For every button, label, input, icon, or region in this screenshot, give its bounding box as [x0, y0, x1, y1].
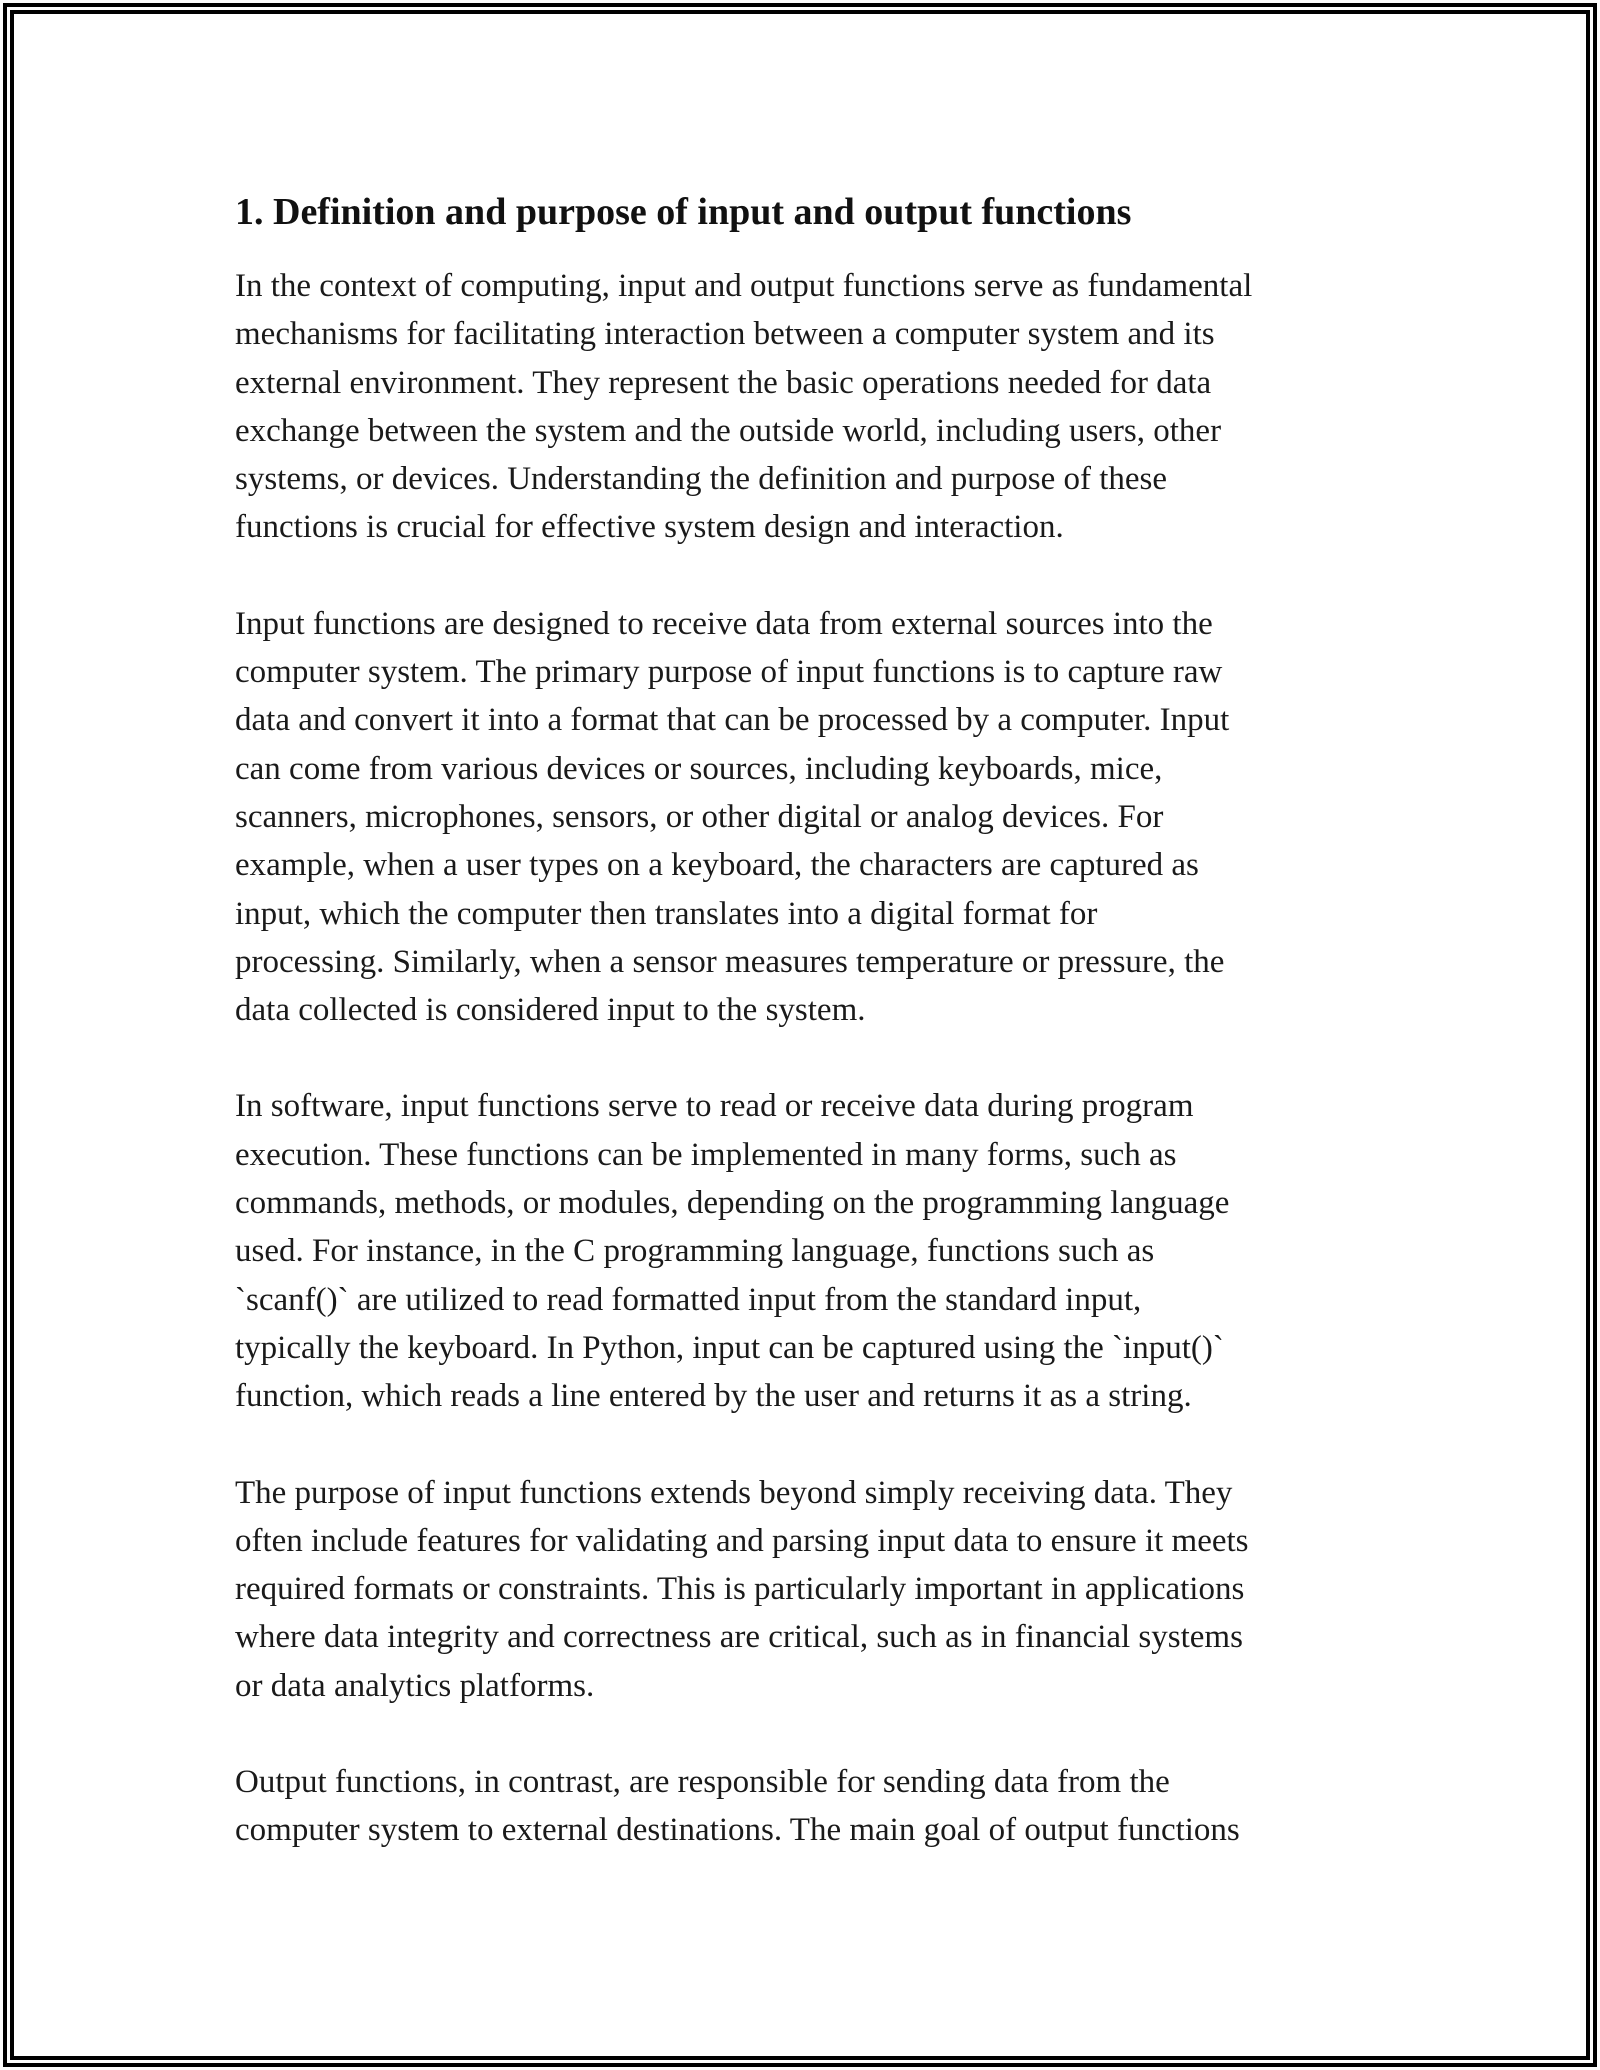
paragraph	[235, 1758, 1385, 1855]
document-body	[235, 186, 1385, 1903]
paragraph	[235, 262, 1385, 552]
paragraph-line: function, which reads a line entered by the user and returns it as a string.	[235, 1378, 1192, 1415]
paragraph-line: data and convert it into a format that can be processed by a computer. Input	[235, 702, 1230, 739]
paragraph-line: computer system. The primary purpose of input functions is to capture raw	[235, 654, 1223, 691]
paragraph-line: external environment. They represent the basic operations needed for data	[235, 364, 1212, 401]
paragraph-line: example, when a user types on a keyboard, the characters are captured as	[235, 847, 1199, 884]
paragraph-line: typically the keyboard. In Python, input can be captured using the `input()`	[235, 1329, 1224, 1366]
paragraph-line: In software, input functions serve to read or receive data during program	[235, 1088, 1194, 1125]
paragraph	[235, 1469, 1385, 1710]
paragraph-line: `scanf()` are utilized to read formatted input from the standard input,	[235, 1281, 1142, 1318]
paragraph-line: used. For instance, in the C programming language, functions such as	[235, 1233, 1155, 1270]
paragraph-line: where data integrity and correctness are critical, such as in financial systems	[235, 1619, 1243, 1656]
paragraph-line: systems, or devices. Understanding the definition and purpose of these	[235, 461, 1168, 498]
paragraph-line: exchange between the system and the outside world, including users, other	[235, 412, 1222, 449]
paragraph-line: can come from various devices or sources, including keyboards, mice,	[235, 750, 1163, 787]
paragraph-list	[235, 262, 1385, 1855]
paragraph-line: mechanisms for facilitating interaction between a computer system and its	[235, 316, 1215, 353]
paragraph-line: often include features for validating and parsing input data to ensure it meets	[235, 1522, 1249, 1559]
paragraph-line: Input functions are designed to receive data from external sources into the	[235, 605, 1213, 642]
paragraph-line: data collected is considered input to the system.	[235, 992, 866, 1029]
paragraph-line: or data analytics platforms.	[235, 1667, 595, 1704]
paragraph-line: The purpose of input functions extends beyond simply receiving data. They	[235, 1474, 1233, 1511]
paragraph-line: functions is crucial for effective system design and interaction.	[235, 509, 1064, 546]
paragraph-line: processing. Similarly, when a sensor measures temperature or pressure, the	[235, 943, 1225, 980]
paragraph	[235, 600, 1385, 1035]
paragraph-line: commands, methods, or modules, depending on the programming language	[235, 1185, 1230, 1222]
paragraph-line: In the context of computing, input and output functions serve as fundamental	[235, 268, 1253, 304]
paragraph	[235, 1082, 1385, 1420]
section-heading: 1. Definition and purpose of input and output functions	[235, 191, 1132, 233]
paragraph-line: computer system to external destinations. The main goal of output functions	[235, 1812, 1240, 1849]
paragraph-line: execution. These functions can be implemented in many forms, such as	[235, 1136, 1177, 1173]
paragraph-line: scanners, microphones, sensors, or other digital or analog devices. For	[235, 798, 1164, 835]
paragraph-line: required formats or constraints. This is particularly important in applications	[235, 1571, 1245, 1608]
paragraph-line: input, which the computer then translates into a digital format for	[235, 895, 1098, 932]
paragraph-line: Output functions, in contrast, are responsible for sending data from the	[235, 1764, 1170, 1801]
